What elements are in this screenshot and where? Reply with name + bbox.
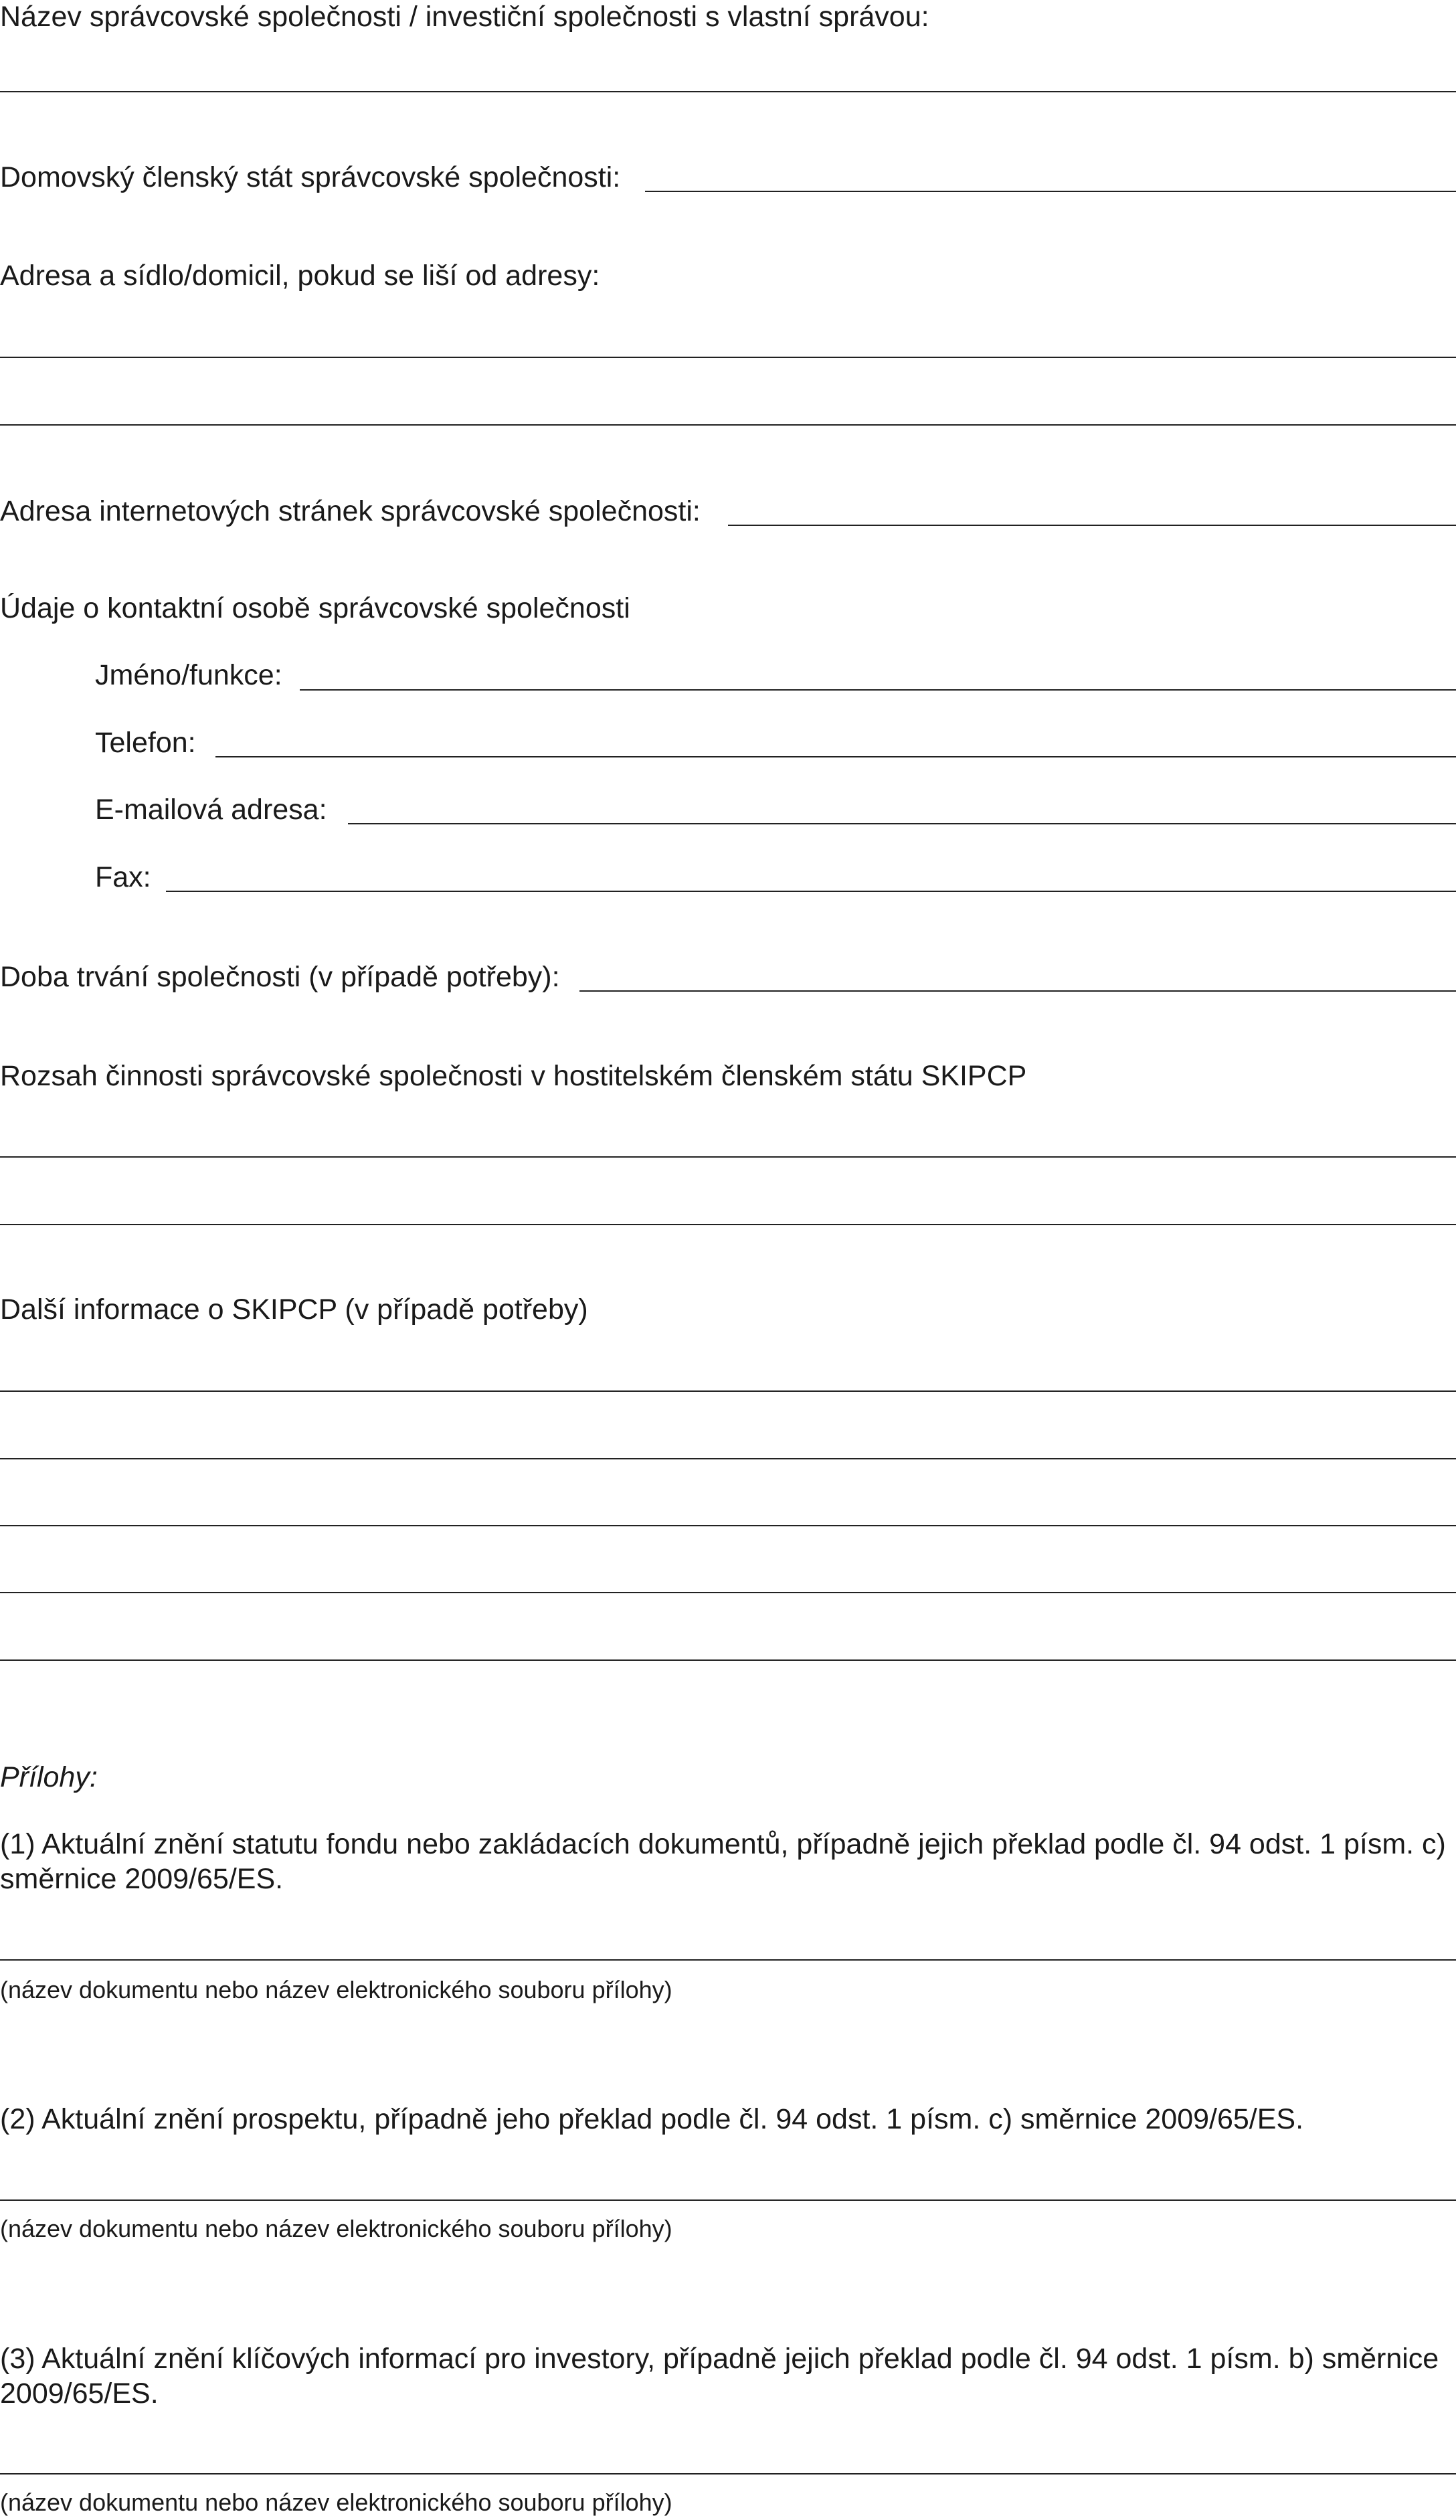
attachment-3-caption: (název dokumentu nebo název elektronického souboru přílohy) xyxy=(0,2489,672,2516)
further-info-field-line-3[interactable] xyxy=(0,1525,1456,1526)
further-info-label: Další informace o SKIPCP (v případě potřeby) xyxy=(0,1293,588,1326)
attachment-1-text: (1) Aktuální znění statutu fondu nebo zakládacích dokumentů, případně jejich překlad podle čl. 94 odst. 1 písm. c) směrnice 2009/65/ES. xyxy=(0,1828,1446,1895)
attachment-2-field[interactable] xyxy=(0,2199,1456,2201)
manager-name-field[interactable] xyxy=(0,91,1456,92)
contact-email-label: E-mailová adresa: xyxy=(95,794,327,826)
attachment-3-field[interactable] xyxy=(0,2473,1456,2474)
contact-name-label: Jméno/funkce: xyxy=(95,659,282,691)
further-info-field-line-4[interactable] xyxy=(0,1592,1456,1593)
contact-phone-field[interactable] xyxy=(215,756,1456,757)
home-state-field[interactable] xyxy=(645,191,1456,192)
manager-name-label: Název správcovské společnosti / investiční společnosti s vlastní správou: xyxy=(0,1,929,33)
website-field[interactable] xyxy=(728,525,1456,526)
duration-label: Doba trvání společnosti (v případě potřeby): xyxy=(0,961,560,993)
attachment-2-caption: (název dokumentu nebo název elektronického souboru přílohy) xyxy=(0,2215,672,2242)
home-state-label: Domovský členský stát správcovské společnosti: xyxy=(0,161,621,193)
attachment-2-text: (2) Aktuální znění prospektu, případně jeho překlad podle čl. 94 odst. 1 písm. c) směrnice 2009/65/ES. xyxy=(0,2103,1304,2135)
contact-fax-label: Fax: xyxy=(95,861,151,893)
contact-name-field[interactable] xyxy=(300,689,1456,691)
further-info-field-line-1[interactable] xyxy=(0,1390,1456,1392)
contact-email-field[interactable] xyxy=(348,823,1456,824)
attachment-1-caption: (název dokumentu nebo název elektronického souboru přílohy) xyxy=(0,1976,672,2003)
scope-field-line-1[interactable] xyxy=(0,1156,1456,1158)
further-info-field-line-2[interactable] xyxy=(0,1458,1456,1459)
attachment-1-field[interactable] xyxy=(0,1959,1456,1961)
duration-field[interactable] xyxy=(579,990,1456,992)
contact-heading: Údaje o kontaktní osobě správcovské společnosti xyxy=(0,592,630,624)
scope-field-line-2[interactable] xyxy=(0,1224,1456,1225)
address-field-line-2[interactable] xyxy=(0,424,1456,426)
address-label: Adresa a sídlo/domicil, pokud se liší od adresy: xyxy=(0,260,600,292)
attachment-3-text: (3) Aktuální znění klíčových informací pro investory, případně jejich překlad podle čl. 94 odst. 1 písm. b) směrnice 2009/65/ES. xyxy=(0,2343,1439,2410)
attachments-heading: Přílohy: xyxy=(0,1761,98,1793)
website-label: Adresa internetových stránek správcovské společnosti: xyxy=(0,495,701,527)
contact-phone-label: Telefon: xyxy=(95,727,196,759)
address-field-line-1[interactable] xyxy=(0,357,1456,358)
further-info-field-line-5[interactable] xyxy=(0,1659,1456,1661)
scope-label: Rozsah činnosti správcovské společnosti v hostitelském členském státu SKIPCP xyxy=(0,1060,1027,1092)
contact-fax-field[interactable] xyxy=(166,891,1456,892)
